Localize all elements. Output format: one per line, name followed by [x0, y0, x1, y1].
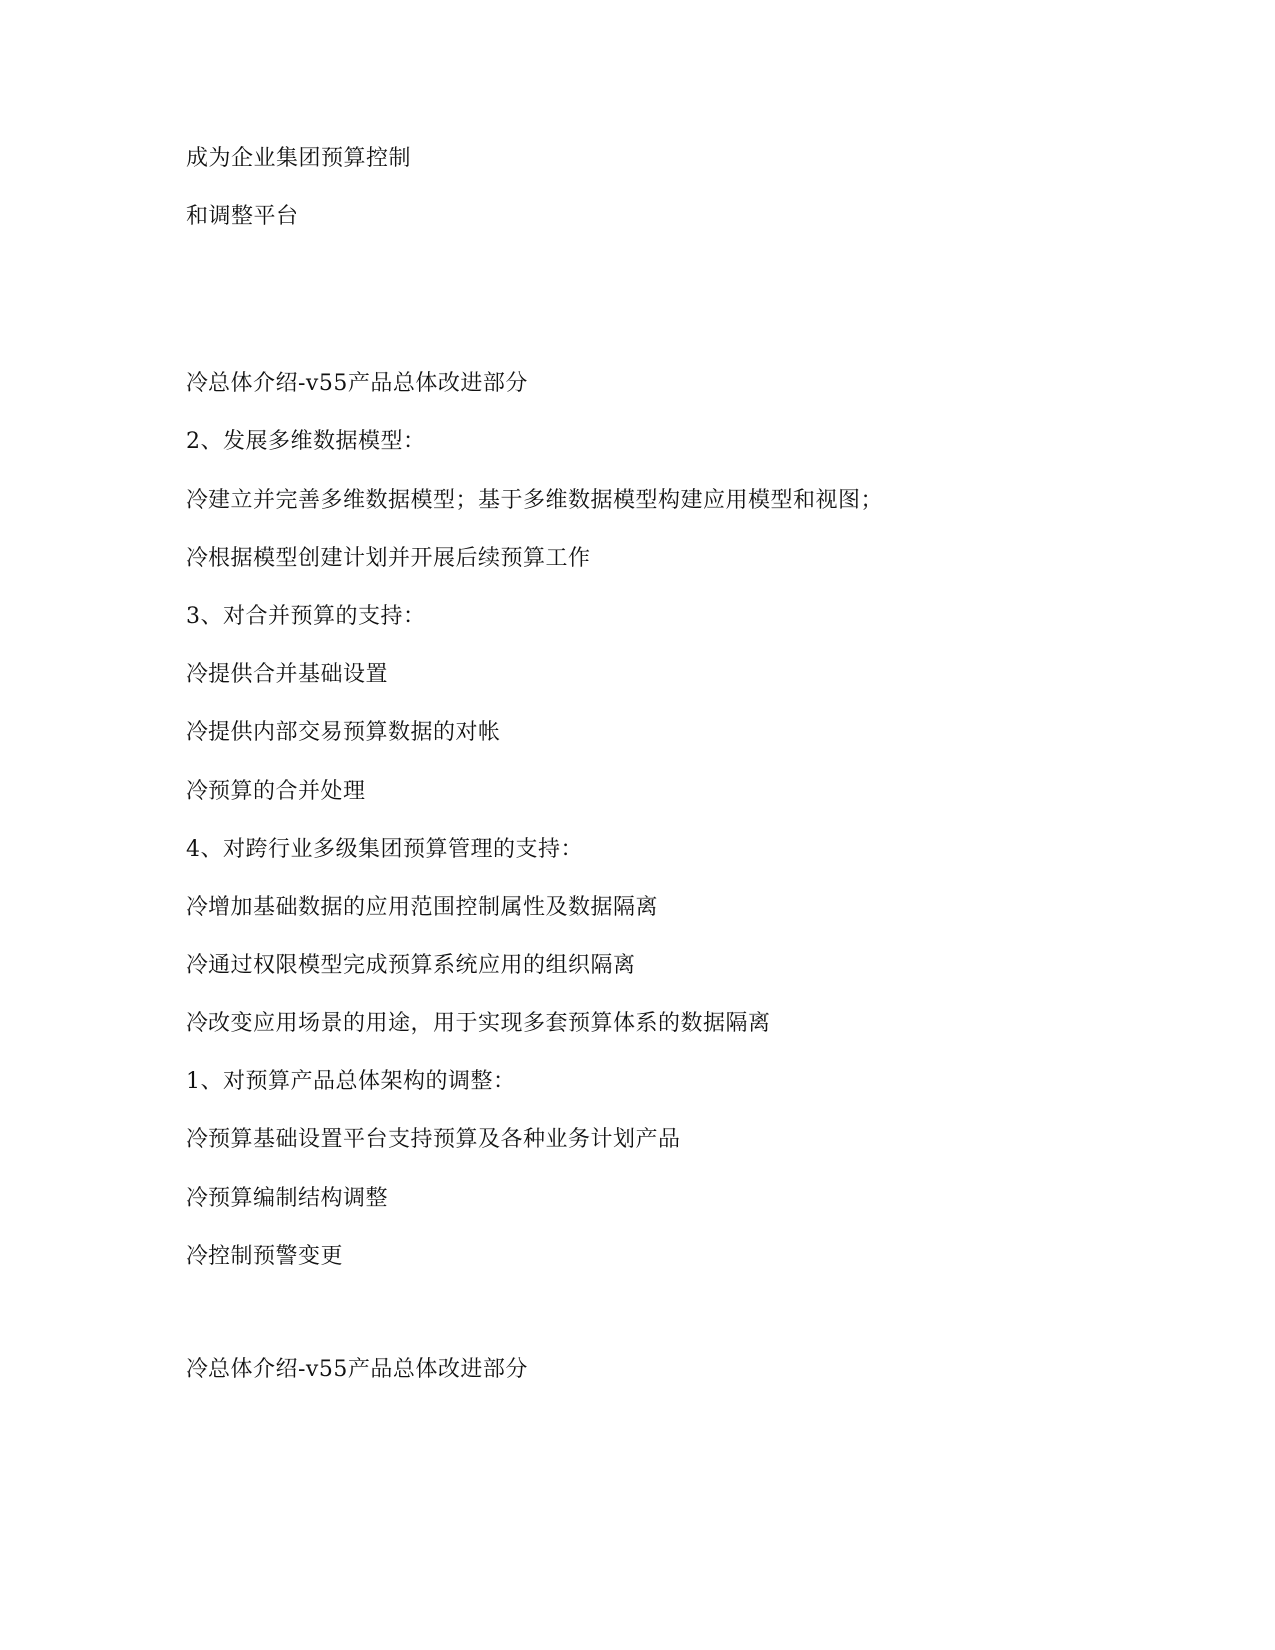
list-item: [186, 1125, 681, 1155]
footer-title: [186, 1355, 528, 1385]
list-item-text: 预算的合并处理: [208, 779, 366, 804]
bullet-glyph: 冷: [186, 662, 209, 687]
list-item: [186, 835, 583, 865]
list-item-text: 预算基础设置平台支持预算及各种业务计划产品: [208, 1127, 681, 1152]
list-item-text: 建立并完善多维数据模型；基于多维数据模型构建应用模型和视图；: [208, 488, 884, 513]
list-item-text: 3、对合并预算的支持：: [186, 604, 426, 629]
bullet-glyph: 冷: [186, 1011, 209, 1036]
list-item-text: 1、对预算产品总体架构的调整：: [186, 1069, 516, 1094]
bullet-glyph: 冷: [186, 895, 209, 920]
footer-title-text: 总体介绍-v55产品总体改进部分: [208, 1357, 528, 1382]
bullet-glyph: 冷: [186, 953, 209, 978]
list-item: [186, 777, 366, 807]
heading-line-1: 成为企业集团预算控制: [186, 146, 412, 171]
list-item: [186, 660, 388, 690]
list-item: [186, 602, 426, 632]
list-item: [186, 1242, 343, 1272]
bullet-glyph: 冷: [186, 1357, 209, 1382]
list-item-text: 增加基础数据的应用范围控制属性及数据隔离: [208, 895, 659, 920]
section-title-text: 总体介绍-v55产品总体改进部分: [208, 371, 528, 396]
heading-line-2: 和调整平台: [186, 204, 299, 229]
list-item: [186, 427, 426, 457]
list-item-text: 2、发展多维数据模型：: [186, 429, 426, 454]
section-title: [186, 369, 528, 399]
list-item: [186, 893, 658, 923]
list-item-text: 4、对跨行业多级集团预算管理的支持：: [186, 837, 583, 862]
bullet-glyph: 冷: [186, 720, 209, 745]
list-item: [186, 1009, 771, 1039]
list-item: [186, 1184, 388, 1214]
bullet-glyph: 冷: [186, 371, 209, 396]
list-item-text: 提供合并基础设置: [208, 662, 389, 687]
list-item: [186, 718, 501, 748]
list-item: [186, 544, 591, 574]
bullet-glyph: 冷: [186, 1244, 209, 1269]
list-item: [186, 951, 636, 981]
list-item: [186, 486, 883, 516]
bullet-glyph: 冷: [186, 488, 209, 513]
bullet-glyph: 冷: [186, 1186, 209, 1211]
bullet-glyph: 冷: [186, 1127, 209, 1152]
list-item-text: 根据模型创建计划并开展后续预算工作: [208, 546, 591, 571]
bullet-glyph: 冷: [186, 779, 209, 804]
list-item: [186, 1067, 516, 1097]
list-item-text: 通过权限模型完成预算系统应用的组织隔离: [208, 953, 636, 978]
list-item-text: 控制预警变更: [208, 1244, 344, 1269]
list-item-text: 改变应用场景的用途，用于实现多套预算体系的数据隔离: [208, 1011, 771, 1036]
list-item-text: 提供内部交易预算数据的对帐: [208, 720, 501, 745]
bullet-glyph: 冷: [186, 546, 209, 571]
list-item-text: 预算编制结构调整: [208, 1186, 389, 1211]
